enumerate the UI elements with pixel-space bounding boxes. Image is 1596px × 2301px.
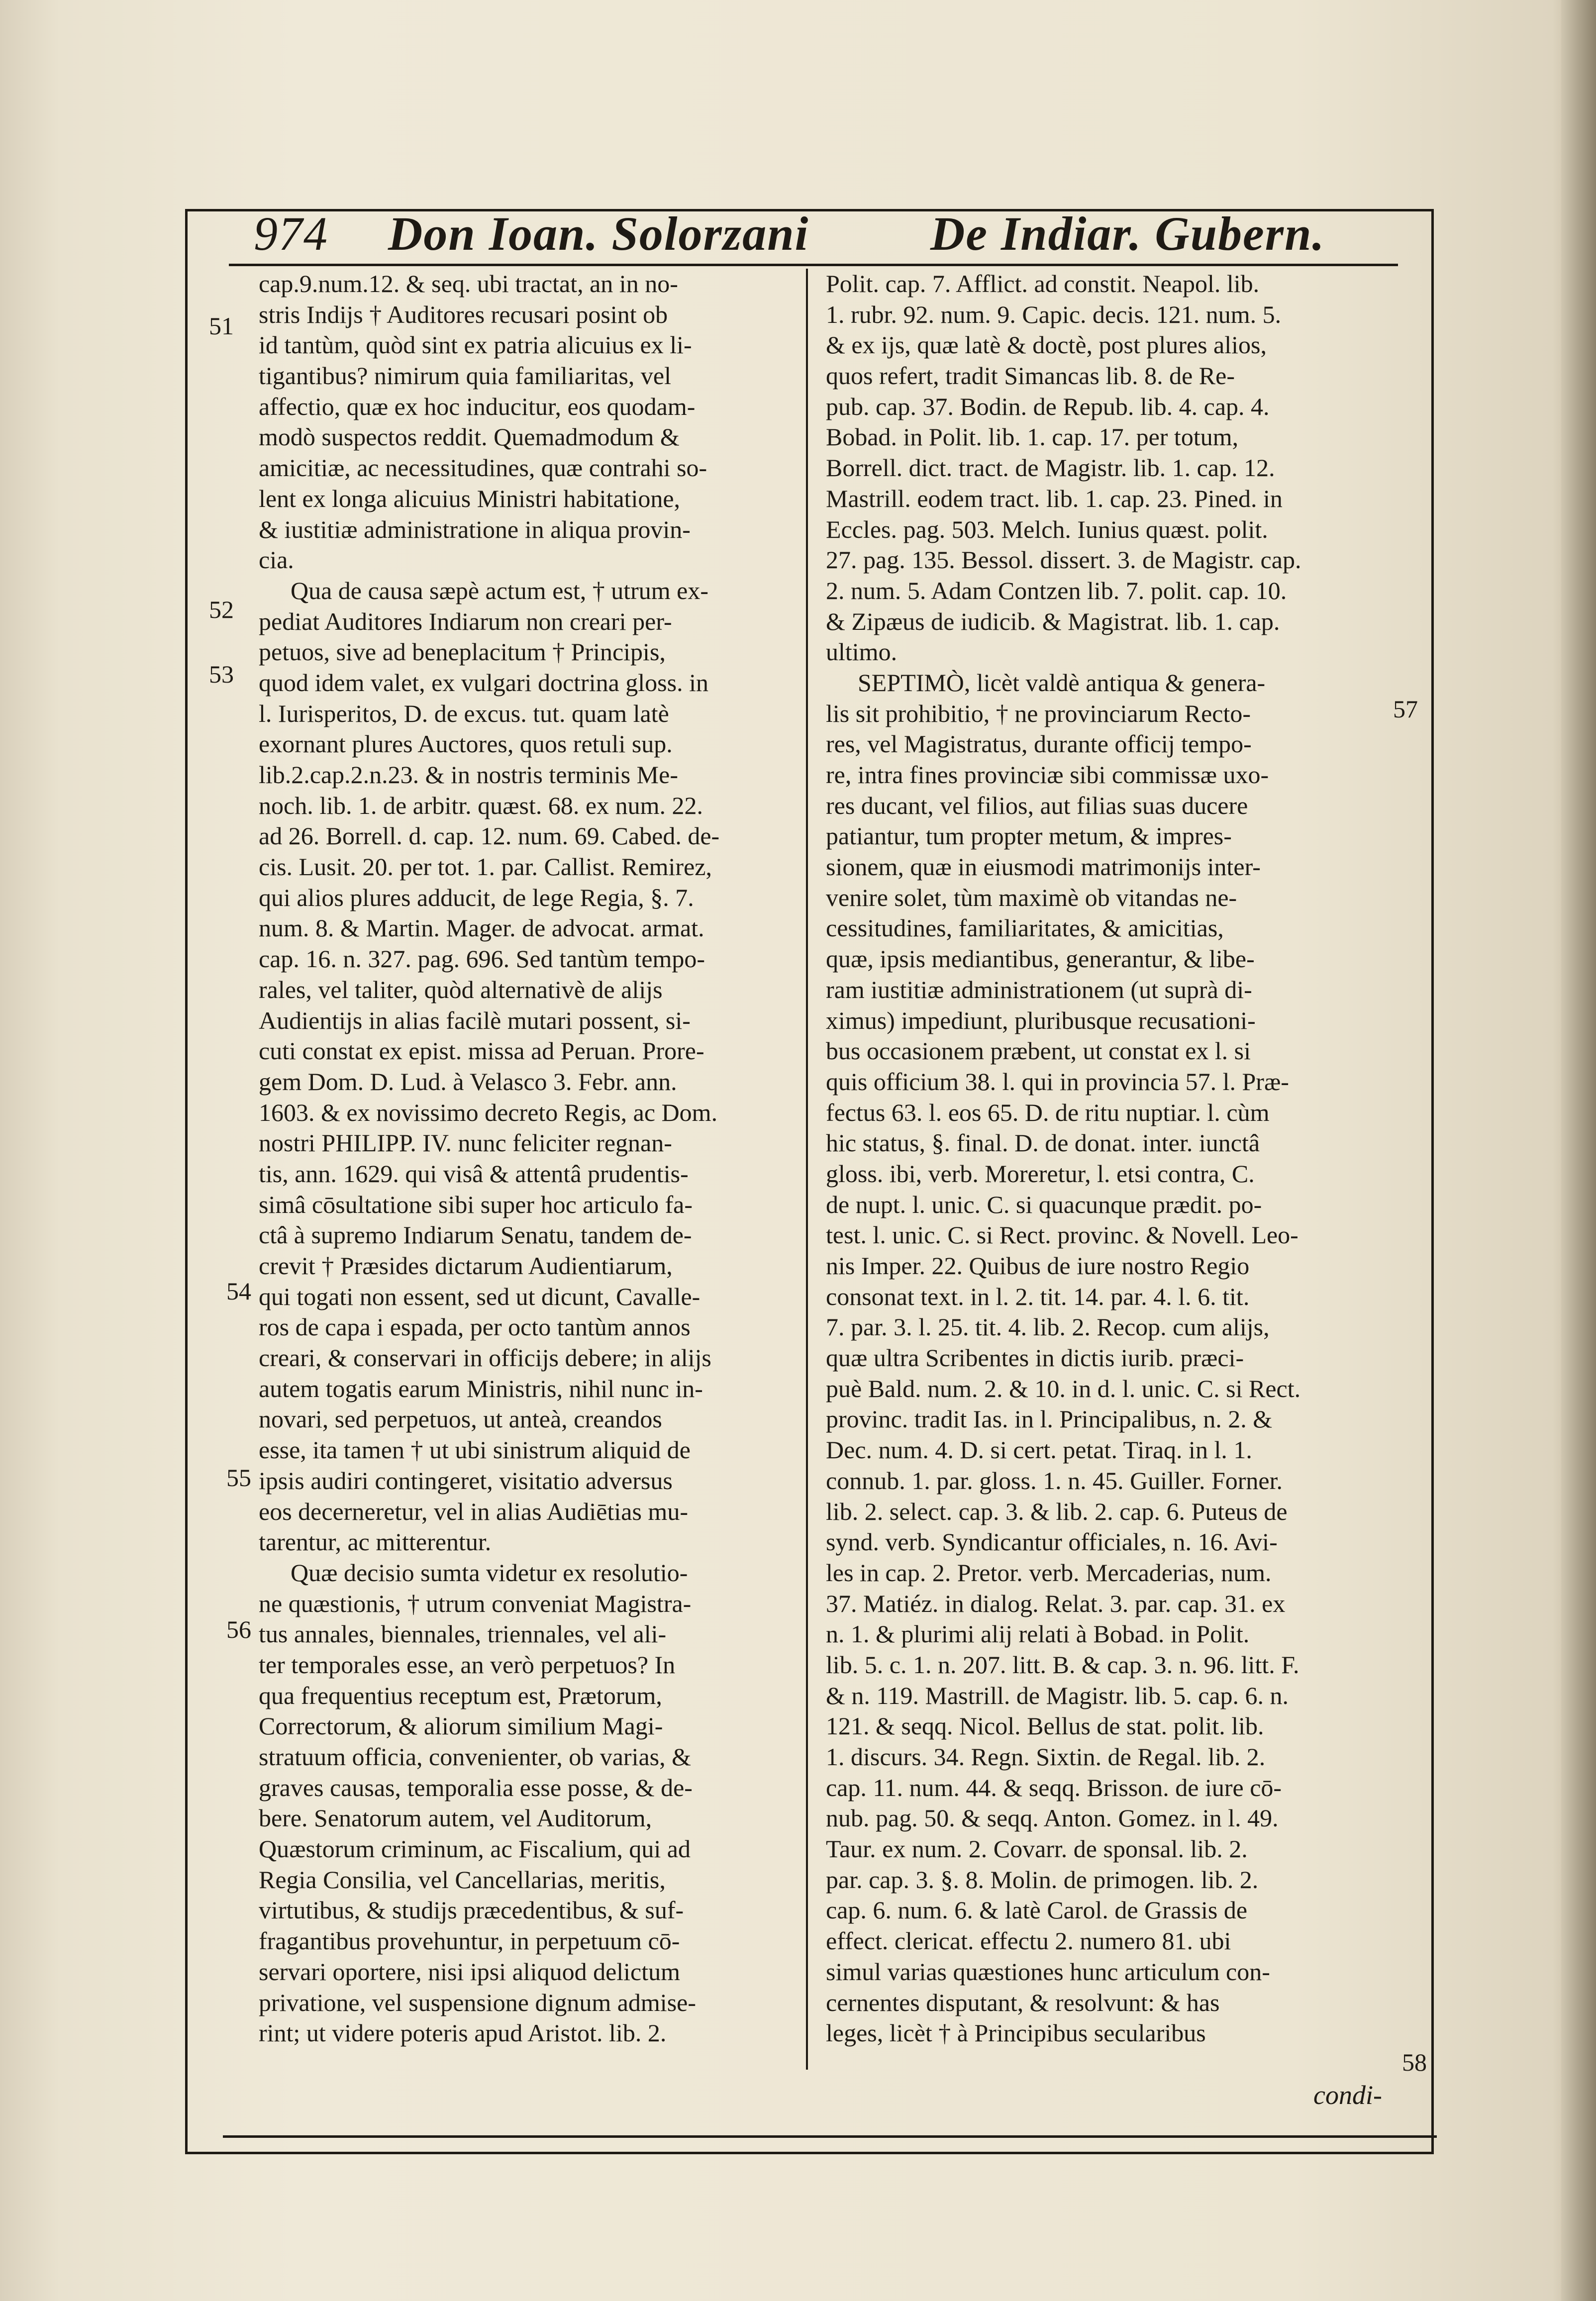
text-line: Mastrill. eodem tract. lib. 1. cap. 23. Pined. in	[826, 484, 1283, 512]
margin-number-51: 51	[209, 312, 234, 340]
text-line: Eccles. pag. 503. Melch. Iunius quæst. polit.	[826, 515, 1268, 543]
text-line: l. Iurisperitos, D. de excus. tut. quam latè	[259, 699, 669, 727]
text-line: 121. & seqq. Nicol. Bellus de stat. polit. lib.	[826, 1712, 1264, 1740]
text-line: synd. verb. Syndicantur officiales, n. 16. Avi-	[826, 1528, 1278, 1556]
text-line: n. 1. & plurimi alij relati à Bobad. in Polit.	[826, 1620, 1250, 1648]
text-line: quos refert, tradit Simancas lib. 8. de Re-	[826, 362, 1235, 390]
text-line: cap.9.num.12. & seq. ubi tractat, an in no-	[259, 270, 678, 298]
column-divider	[806, 269, 808, 2070]
text-line: patiantur, tum propter metum, & impres-	[826, 822, 1232, 850]
left-text-column	[259, 269, 806, 2049]
text-line: graves causas, temporalia esse posse, & de-	[259, 1773, 693, 1801]
text-line: Borrell. dict. tract. de Magistr. lib. 1. cap. 12.	[826, 454, 1275, 482]
text-line: par. cap. 3. §. 8. Molin. de primogen. lib. 2.	[826, 1865, 1259, 1894]
text-line: ctâ à supremo Indiarum Senatu, tandem de-	[259, 1221, 692, 1249]
text-line: creari, & conservari in officijs debere; in alijs	[259, 1344, 711, 1372]
text-line: lib. 5. c. 1. n. 207. litt. B. & cap. 3. n. 96. litt. F.	[826, 1650, 1299, 1679]
text-line: fragantibus provehuntur, in perpetuum cō-	[259, 1927, 680, 1955]
text-line: tigantibus? nimirum quia familiaritas, vel	[259, 362, 671, 390]
text-line: 27. pag. 135. Bessol. dissert. 3. de Magistr. cap.	[826, 546, 1301, 574]
text-line: modò suspectos reddit. Quemadmodum &	[259, 423, 680, 451]
text-line: stris Indijs † Auditores recusari posint ob	[259, 300, 668, 328]
text-line: nostri PHILIPP. IV. nunc feliciter regnan-	[259, 1129, 672, 1157]
text-line: lib.2.cap.2.n.23. & in nostris terminis Me-	[259, 761, 678, 789]
text-line: virtutibus, & studijs præcedentibus, & suf-	[259, 1896, 684, 1924]
text-line: amicitiæ, ac necessitudines, quæ contrahi so-	[259, 454, 707, 482]
text-line: Regia Consilia, vel Cancellarias, meritis,	[259, 1865, 666, 1894]
text-line: Quæstorum criminum, ac Fiscalium, qui ad	[259, 1835, 691, 1863]
text-line: quæ, ipsis mediantibus, generantur, & libe-	[826, 945, 1255, 973]
text-line: affectio, quæ ex hoc inducitur, eos quodam-	[259, 392, 696, 420]
text-line: cuti constat ex epist. missa ad Peruan. Prore-	[259, 1037, 704, 1065]
text-line: ipsis audiri contingeret, visitatio adversus	[259, 1466, 673, 1495]
margin-number-54: 54	[226, 1277, 251, 1305]
text-line: ter temporales esse, an verò perpetuos? In	[259, 1650, 676, 1679]
text-line: exornant plures Auctores, quos retuli sup.	[259, 730, 673, 758]
text-line: test. l. unic. C. si Rect. provinc. & Novell. Leo-	[826, 1221, 1298, 1249]
text-line: consonat text. in l. 2. tit. 14. par. 4. l. 6. tit.	[826, 1282, 1250, 1310]
text-line: servari oportere, nisi ipsi aliquod delictum	[259, 1957, 681, 1986]
text-line: num. 8. & Martin. Mager. de advocat. armat.	[259, 914, 704, 942]
text-line: cernentes disputant, & resolvunt: & has	[826, 1988, 1220, 2016]
text-line: provinc. tradit Ias. in l. Principalibus, n. 2. &	[826, 1405, 1273, 1433]
text-line: simâ cōsultatione sibi super hoc articulo fa-	[259, 1190, 693, 1218]
text-line: sionem, quæ in eiusmodi matrimonijs inter-	[826, 853, 1261, 881]
margin-number-53: 53	[209, 660, 234, 688]
text-line: Taur. ex num. 2. Covarr. de sponsal. lib. 2.	[826, 1835, 1248, 1863]
text-line: autem togatis earum Ministris, nihil nunc in-	[259, 1374, 703, 1402]
text-line: & Zipæus de iudicib. & Magistrat. lib. 1. cap.	[826, 607, 1280, 635]
text-line: 1. discurs. 34. Regn. Sixtin. de Regal. lib. 2.	[826, 1743, 1266, 1771]
text-line: lent ex longa alicuius Ministri habitatione,	[259, 484, 681, 512]
text-line: crevit † Præsides dictarum Audientiarum,	[259, 1252, 673, 1280]
text-line: rint; ut videre poteris apud Aristot. lib. 2.	[259, 2019, 667, 2047]
margin-number-55: 55	[226, 1464, 251, 1492]
bottom-rule	[223, 2135, 1437, 2138]
text-line: Audientijs in alias facilè mutari possent, si-	[259, 1006, 691, 1034]
text-line: leges, licèt † à Principibus secularibus	[826, 2019, 1206, 2047]
text-line: gloss. ibi, verb. Moreretur, l. etsi contra, C.	[826, 1159, 1255, 1188]
page-binding-edge	[1561, 0, 1596, 2301]
text-line: cessitudines, familiaritates, & amicitias,	[826, 914, 1224, 942]
text-line: ad 26. Borrell. d. cap. 12. num. 69. Cabed. de-	[259, 822, 720, 850]
running-header	[249, 197, 1343, 271]
text-line: pub. cap. 37. Bodin. de Repub. lib. 4. cap. 4.	[826, 392, 1270, 420]
margin-number-58: 58	[1402, 2048, 1427, 2076]
text-line: cap. 6. num. 6. & latè Carol. de Grassis de	[826, 1896, 1248, 1924]
text-line: rales, vel taliter, quòd alternativè de alijs	[259, 975, 663, 1003]
text-line: 1603. & ex novissimo decreto Regis, ac Dom.	[259, 1098, 718, 1126]
catchword: condi-	[1313, 2080, 1382, 2110]
text-line: lis sit prohibitio, † ne provinciarum Recto-	[826, 699, 1251, 727]
text-line: Bobad. in Polit. lib. 1. cap. 17. per totum,	[826, 423, 1239, 451]
text-line: fectus 63. l. eos 65. D. de ritu nuptiar. l. cùm	[826, 1098, 1270, 1126]
margin-number-52: 52	[209, 596, 234, 623]
text-line: SEPTIMÒ, licèt valdè antiqua & genera-	[858, 668, 1266, 697]
running-head-title: De Indiar. Gubern.	[930, 207, 1325, 260]
text-line: qui togati non essent, sed ut dicunt, Cavalle-	[259, 1282, 700, 1310]
text-line: esse, ita tamen † ut ubi sinistrum aliquid de	[259, 1436, 691, 1464]
header-rule	[229, 264, 1398, 266]
text-line: 37. Matiéz. in dialog. Relat. 3. par. cap. 31. ex	[826, 1589, 1286, 1617]
text-line: noch. lib. 1. de arbitr. quæst. 68. ex num. 22.	[259, 791, 703, 819]
text-line: de nupt. l. unic. C. si quacunque prædit. po-	[826, 1190, 1262, 1218]
text-line: res ducant, vel filios, aut filias suas ducere	[826, 791, 1248, 819]
text-line: Qua de causa sæpè actum est, † utrum ex-	[291, 576, 709, 604]
text-line: stratuum officia, convenienter, ob varias, &	[259, 1743, 692, 1771]
text-line: ros de capa i espada, per octo tantùm annos	[259, 1313, 691, 1341]
text-line: ne quæstionis, † utrum conveniat Magistra-	[259, 1589, 692, 1617]
text-line: quod idem valet, ex vulgari doctrina gloss. in	[259, 668, 708, 697]
text-line: Dec. num. 4. D. si cert. petat. Tiraq. in l. 1.	[826, 1436, 1252, 1464]
text-line: qui alios plures adducit, de lege Regia, §. 7.	[259, 883, 694, 911]
text-line: cia.	[259, 546, 294, 574]
text-line: tis, ann. 1629. qui visâ & attentâ prudentis-	[259, 1159, 689, 1188]
text-line: cap. 11. num. 44. & seqq. Brisson. de iure cō-	[826, 1773, 1282, 1801]
text-line: nub. pag. 50. & seqq. Anton. Gomez. in l. 49.	[826, 1804, 1279, 1832]
text-line: lib. 2. select. cap. 3. & lib. 2. cap. 6. Puteus de	[826, 1497, 1288, 1525]
text-line: quis officium 38. l. qui in provincia 57. l. Præ-	[826, 1067, 1289, 1096]
text-line: tus annales, biennales, triennales, vel ali-	[259, 1620, 667, 1648]
right-text-column	[826, 269, 1373, 2049]
text-line: tarentur, ac mitterentur.	[259, 1528, 492, 1556]
text-line: simul varias quæstiones hunc articulum con-	[826, 1957, 1270, 1986]
text-line: Correctorum, & aliorum similium Magi-	[259, 1712, 663, 1740]
text-line: ultimo.	[826, 638, 898, 666]
margin-number-56: 56	[226, 1615, 251, 1643]
text-line: quæ ultra Scribentes in dictis iurib. præci-	[826, 1344, 1244, 1372]
text-line: & ex ijs, quæ latè & doctè, post plures alios,	[826, 331, 1267, 359]
text-line: ximus) impediunt, pluribusque recusationi-	[826, 1006, 1256, 1034]
text-line: petuos, sive ad beneplacitum † Principis,	[259, 638, 666, 666]
text-line: res, vel Magistratus, durante officij tempo-	[826, 730, 1252, 758]
text-line: hic status, §. final. D. de donat. inter. iunctâ	[826, 1129, 1260, 1157]
text-line: cis. Lusit. 20. per tot. 1. par. Callist. Remirez,	[259, 853, 712, 881]
text-line: 7. par. 3. l. 25. tit. 4. lib. 2. Recop. cum alijs,	[826, 1313, 1270, 1341]
text-line: id tantùm, quòd sint ex patria alicuius ex li-	[259, 331, 692, 359]
text-line: 2. num. 5. Adam Contzen lib. 7. polit. cap. 10.	[826, 576, 1287, 604]
running-head-author: Don Ioan. Solorzani	[388, 207, 809, 260]
text-line: puè Bald. num. 2. & 10. in d. l. unic. C. si Rect.	[826, 1374, 1301, 1402]
text-line: privatione, vel suspensione dignum admise-	[259, 1988, 697, 2016]
text-line: re, intra fines provinciæ sibi commissæ uxo-	[826, 761, 1269, 789]
text-line: qua frequentius receptum est, Prætorum,	[259, 1681, 662, 1709]
text-line: cap. 16. n. 327. pag. 696. Sed tantùm tempo-	[259, 945, 705, 973]
text-line: 1. rubr. 92. num. 9. Capic. decis. 121. num. 5.	[826, 300, 1282, 328]
margin-number-57: 57	[1393, 695, 1418, 723]
text-line: les in cap. 2. Pretor. verb. Mercaderias, num.	[826, 1558, 1272, 1587]
text-line: & n. 119. Mastrill. de Magistr. lib. 5. cap. 6. n.	[826, 1681, 1289, 1709]
text-line: bere. Senatorum autem, vel Auditorum,	[259, 1804, 652, 1832]
text-line: connub. 1. par. gloss. 1. n. 45. Guiller. Forner.	[826, 1466, 1283, 1495]
text-line: effect. clericat. effectu 2. numero 81. ubi	[826, 1927, 1231, 1955]
text-line: gem Dom. D. Lud. à Velasco 3. Febr. ann.	[259, 1067, 677, 1096]
text-line: pediat Auditores Indiarum non creari per-	[259, 607, 672, 635]
text-line: eos decerneretur, vel in alias Audiētias mu-	[259, 1497, 688, 1525]
text-line: venire solet, tùm maximè ob vitandas ne-	[826, 883, 1237, 911]
page-number: 974	[254, 207, 328, 260]
text-line: Quæ decisio sumta videtur ex resolutio-	[291, 1558, 688, 1587]
text-line: novari, sed perpetuos, ut anteà, creandos	[259, 1405, 662, 1433]
text-line: Polit. cap. 7. Afflict. ad constit. Neapol. lib.	[826, 270, 1260, 298]
text-line: & iustitiæ administratione in aliqua provin-	[259, 515, 691, 543]
text-line: bus occasionem præbent, ut constat ex l. si	[826, 1037, 1251, 1065]
text-line: ram iustitiæ administrationem (ut suprà di-	[826, 975, 1252, 1003]
text-line: nis Imper. 22. Quibus de iure nostro Regio	[826, 1252, 1250, 1280]
